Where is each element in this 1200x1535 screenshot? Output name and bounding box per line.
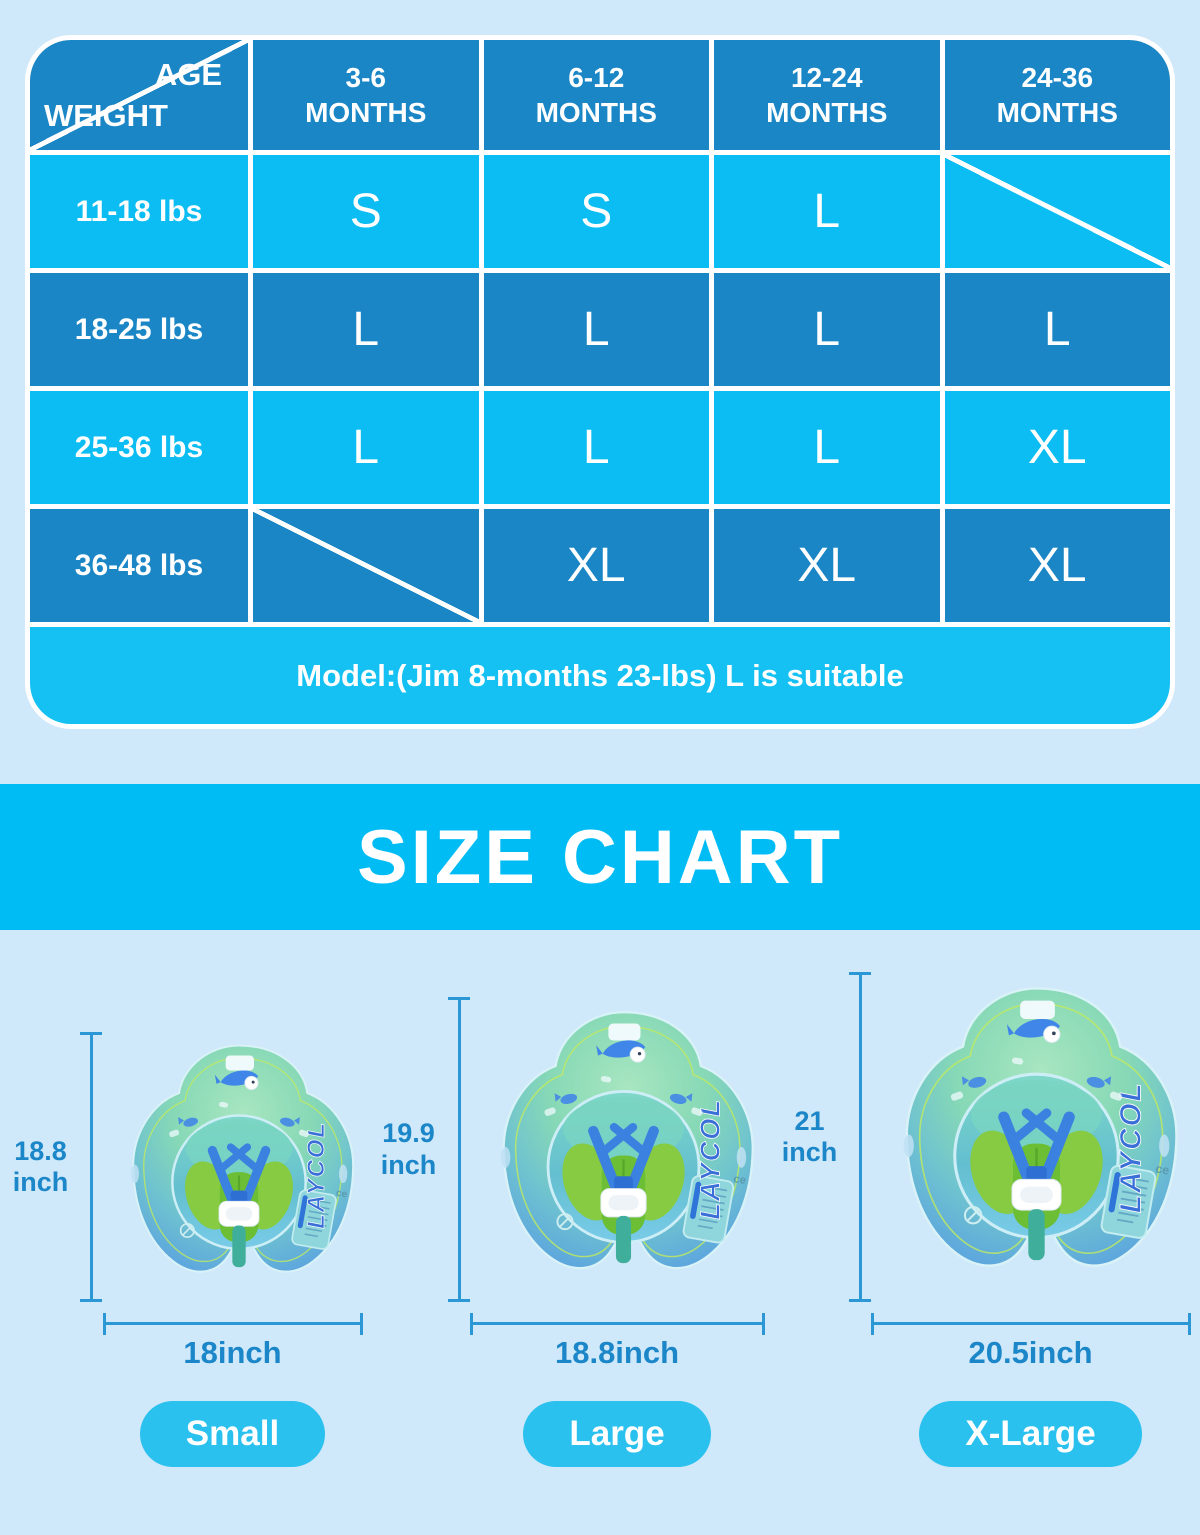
banner-title: SIZE CHART [357, 814, 843, 900]
horizontal-dimension-line [103, 1322, 363, 1325]
row-header-weight: 11-18 lbs [30, 155, 248, 268]
size-cell: L [253, 391, 479, 504]
corner-weight-label: WEIGHT [44, 98, 168, 134]
column-header-3-6-months: 3-6 MONTHS [253, 40, 479, 150]
size-table [25, 35, 1175, 729]
size-cell-not-applicable [253, 509, 479, 622]
product-small [10, 1032, 364, 1467]
size-cell: XL [945, 509, 1171, 622]
size-cell: L [484, 273, 710, 386]
column-header-24-36-months: 24-36 MONTHS [945, 40, 1171, 150]
corner-age-label: AGE [154, 57, 222, 92]
width-dimension-label: 20.5inch [968, 1335, 1093, 1370]
row-header-weight: 36-48 lbs [30, 509, 248, 622]
float-image-small [114, 1032, 364, 1299]
column-header-6-12-months: 6-12 MONTHS [484, 40, 710, 150]
float-image-x-large [883, 972, 1190, 1299]
page [0, 35, 1200, 1467]
size-cell: L [714, 391, 940, 504]
height-dimension-label: 18.8 inch [12, 1135, 69, 1197]
size-badge-small: Small [140, 1401, 325, 1467]
width-dimension-label: 18.8inch [554, 1335, 680, 1370]
height-dimension-label: 19.9 inch [380, 1118, 437, 1180]
size-cell: XL [484, 509, 710, 622]
row-header-weight: 18-25 lbs [30, 273, 248, 386]
size-cell-not-applicable [945, 155, 1171, 268]
product-large [378, 997, 765, 1467]
size-badge-large: Large [523, 1401, 710, 1467]
size-cell: L [714, 155, 940, 268]
vertical-dimension-line [859, 972, 862, 1302]
size-cell: L [714, 273, 940, 386]
products-row [0, 972, 1200, 1467]
size-badge-x-large: X-Large [919, 1401, 1141, 1467]
vertical-dimension-line [458, 997, 461, 1302]
size-chart-banner [0, 784, 1200, 930]
column-header-12-24-months: 12-24 MONTHS [714, 40, 940, 150]
size-cell: XL [945, 391, 1171, 504]
size-cell: S [484, 155, 710, 268]
horizontal-dimension-line [871, 1322, 1191, 1325]
height-dimension-label: 21 inch [781, 1105, 838, 1167]
size-cell: XL [714, 509, 940, 622]
size-cell: S [253, 155, 479, 268]
size-cell: L [484, 391, 710, 504]
row-header-weight: 25-36 lbs [30, 391, 248, 504]
width-dimension-label: 18inch [183, 1335, 282, 1370]
horizontal-dimension-line [470, 1322, 765, 1325]
float-image-large [482, 997, 765, 1299]
vertical-dimension-line [90, 1032, 93, 1302]
size-cell: L [253, 273, 479, 386]
product-x-large [779, 972, 1191, 1467]
table-corner-cell [30, 40, 248, 150]
model-note: Model:(Jim 8-months 23-lbs) L is suitable [30, 627, 1170, 724]
size-cell: L [945, 273, 1171, 386]
